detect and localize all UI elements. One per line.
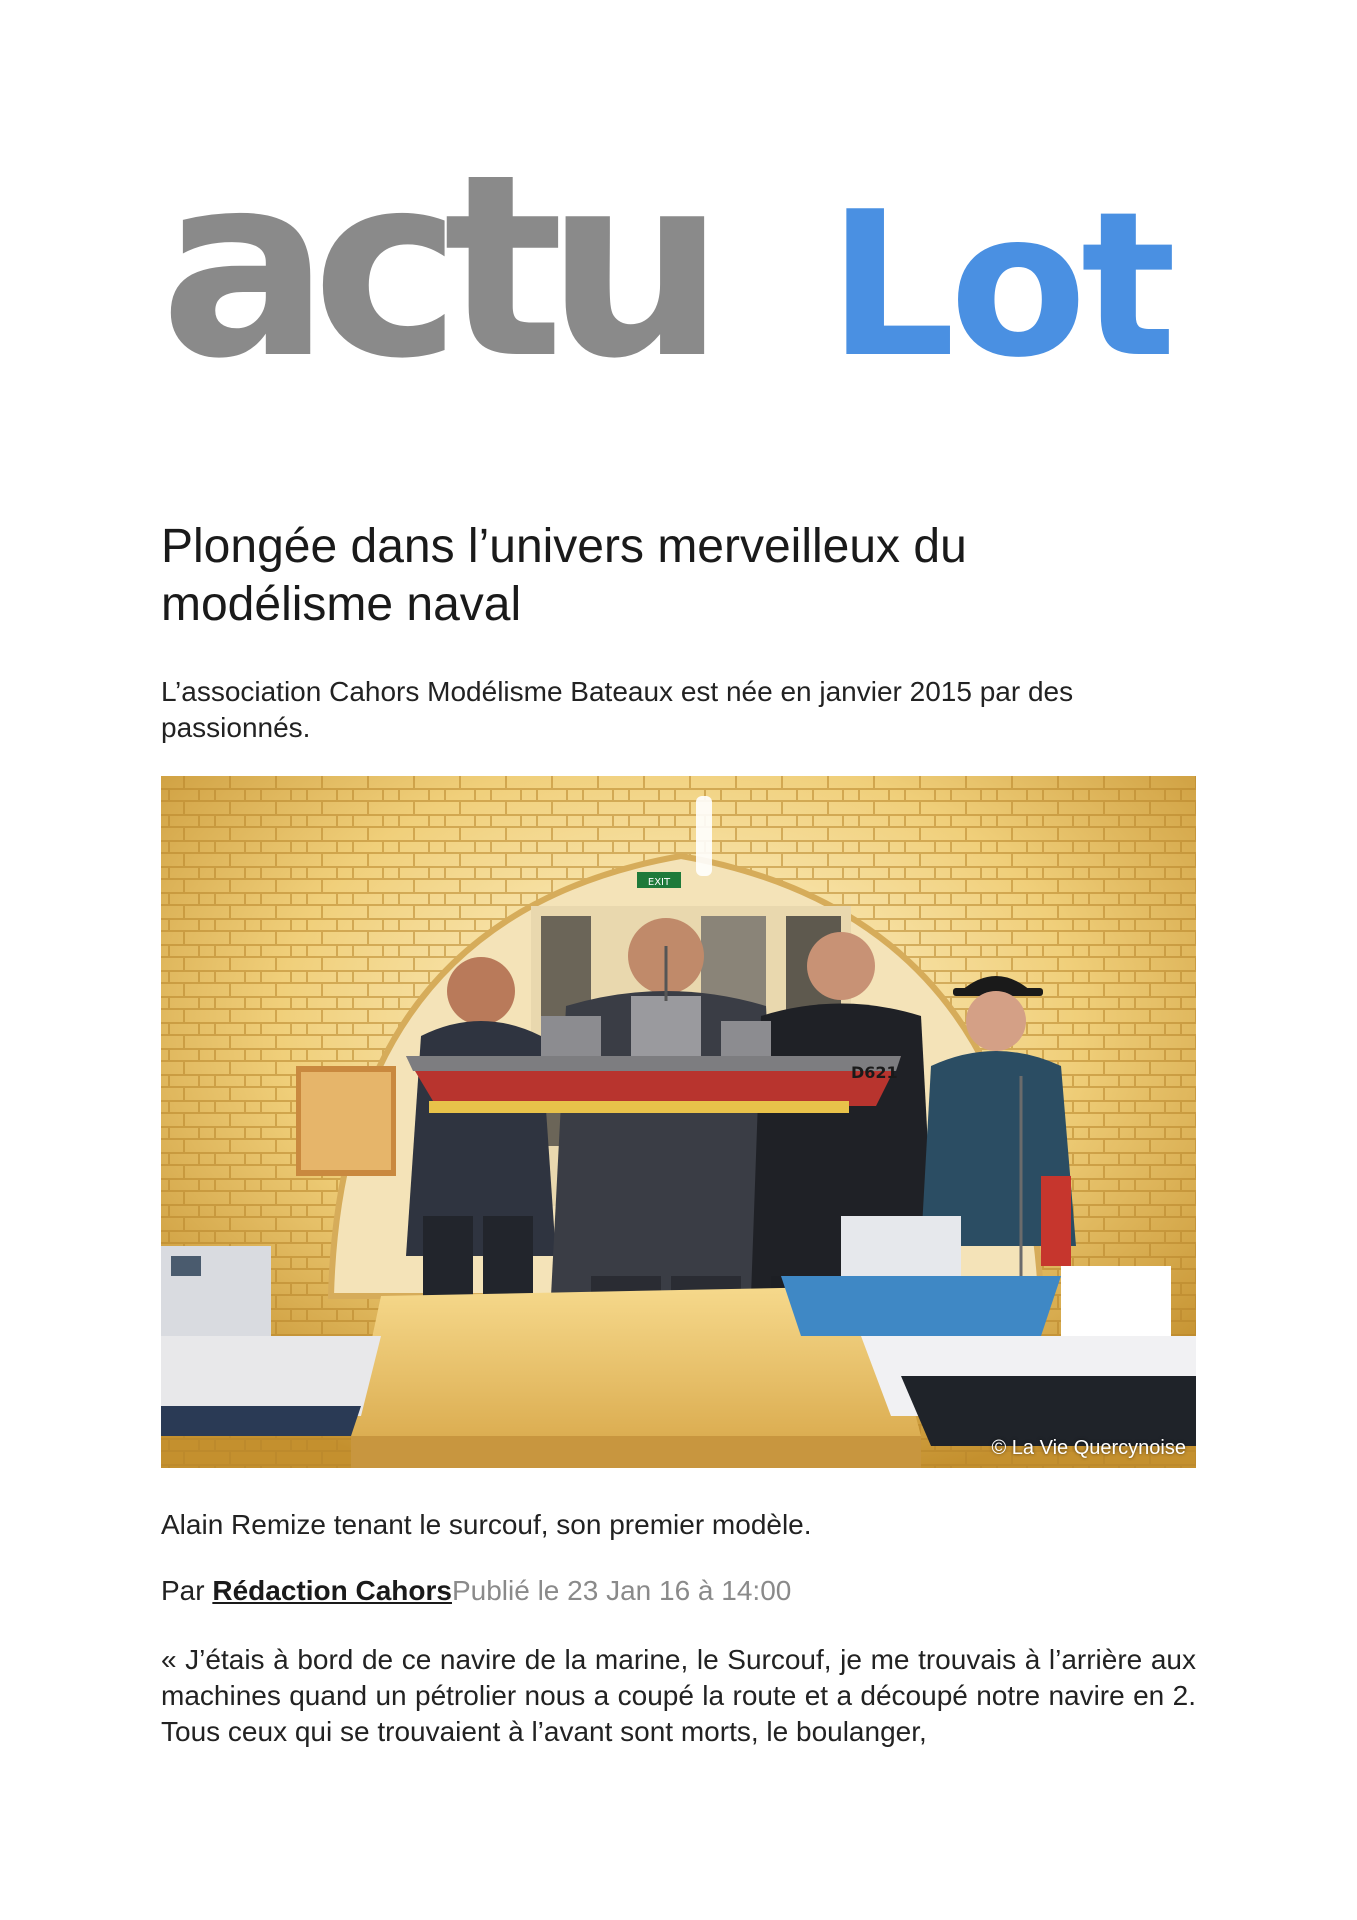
author-link[interactable]: Rédaction Cahors (212, 1575, 452, 1606)
article-standfirst: L’association Cahors Modélisme Bateaux est née en janvier 2015 par des passionnés. (161, 676, 1074, 743)
photo-caption: Alain Remize tenant le surcouf, son premier modèle. (161, 1509, 812, 1540)
article-photo (161, 776, 1196, 1468)
logo-lot: Lot (828, 169, 1171, 402)
byline-prefix: Par (161, 1575, 213, 1606)
byline (161, 1574, 791, 1608)
photo-illustration (161, 776, 1196, 1468)
photo-credit: © La Vie Quercynoise (991, 1437, 1186, 1459)
article-body: « J’étais à bord de ce navire de la marine, le Surcouf, je me trouvais à l’arrière aux machines quand un pétrolier nous a coupé la route et a découpé notre navire en 2. Tous ceux qui se trouvaient à l’avant sont morts, le boulanger, (161, 1644, 1196, 1747)
site-logo[interactable] (160, 121, 1200, 414)
exit-sign-text: EXIT (647, 877, 671, 888)
article-title: Plongée dans l’univers merveilleux du modélisme naval (161, 520, 967, 631)
hull-label: D621 (851, 1063, 898, 1082)
publish-date: Publié le 23 Jan 16 à 14:00 (451, 1575, 792, 1606)
logo-actu: actu (160, 121, 708, 414)
